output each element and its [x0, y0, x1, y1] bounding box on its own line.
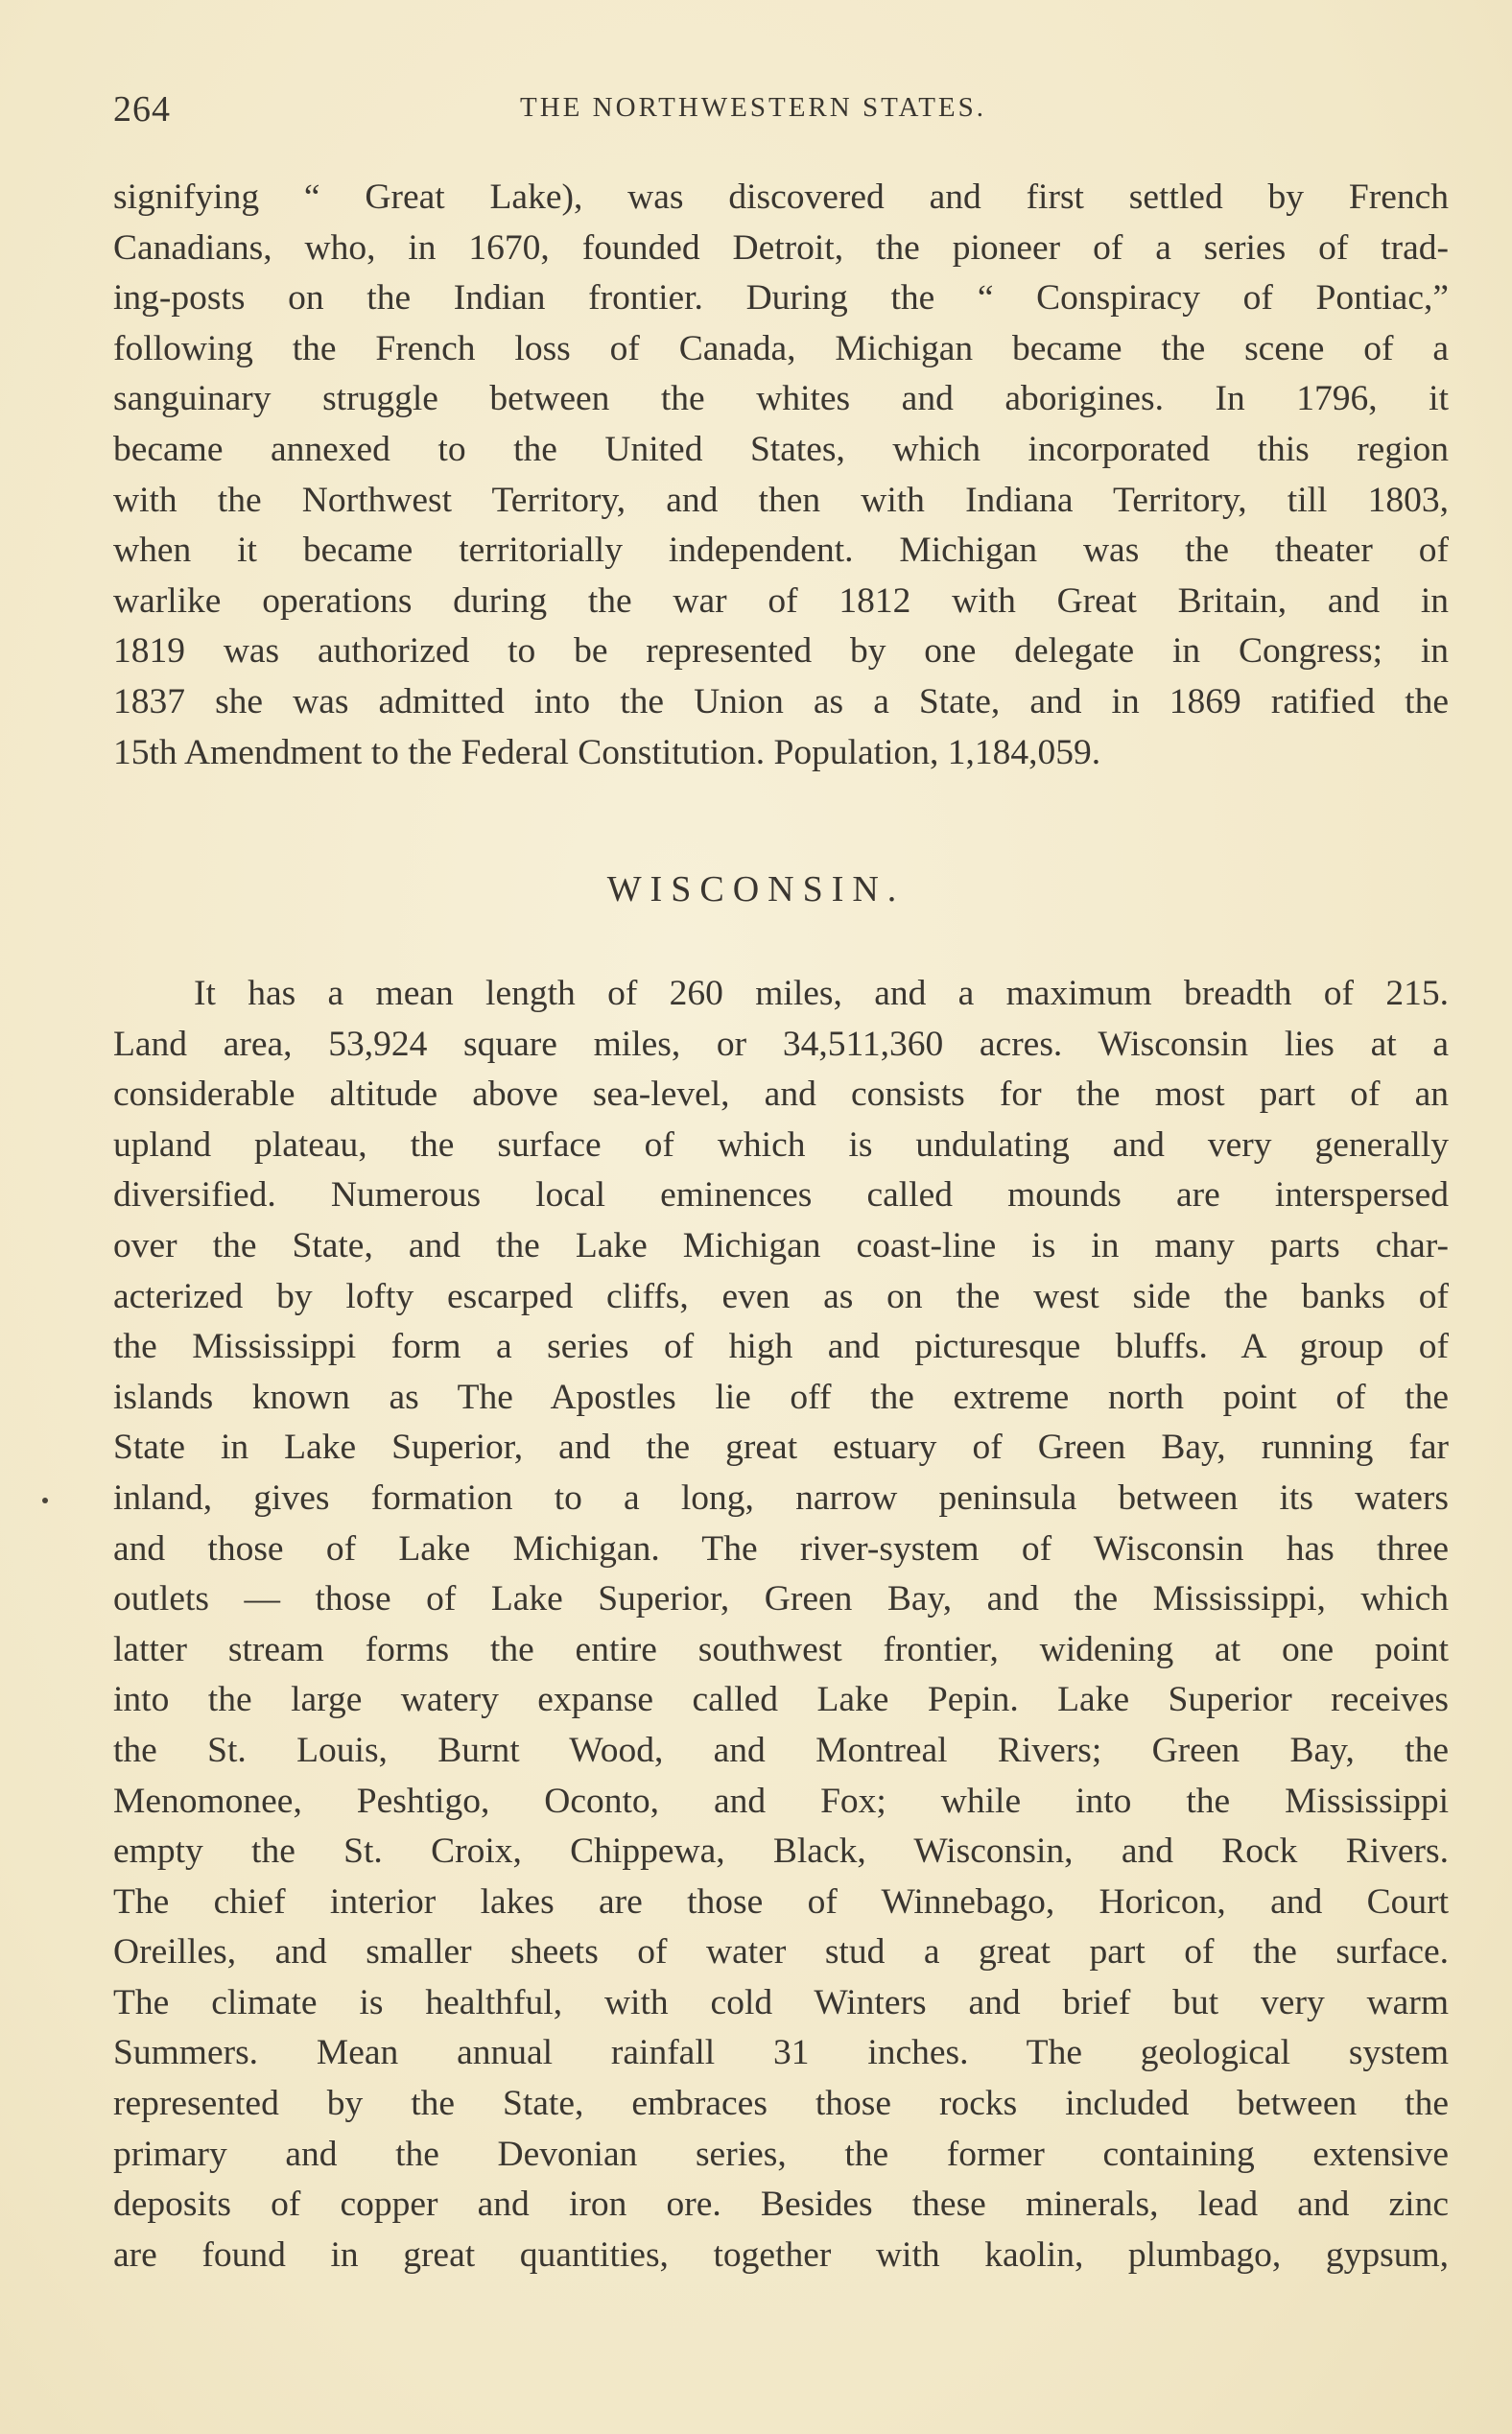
text-line: the Mississippi form a series of high and picturesque bluffs. A group of — [113, 1327, 1449, 1367]
text-line: The climate is healthful, with cold Winters and brief but very warm — [113, 1982, 1449, 2022]
section-heading: WISCONSIN. — [606, 869, 906, 910]
text-line: Canadians, who, in 1670, founded Detroit, the pioneer of a series of trad- — [113, 227, 1449, 268]
margin-ink-mark — [42, 1498, 48, 1503]
text-line: Summers. Mean annual rainfall 31 inches. The geological system — [113, 2033, 1449, 2073]
text-line: into the large watery expanse called Lake Pepin. Lake Superior receives — [113, 1680, 1449, 1720]
text-line: considerable altitude above sea-level, and consists for the most part of an — [113, 1075, 1449, 1115]
text-line: It has a mean length of 260 miles, and a maximum breadth of 215. — [194, 974, 1449, 1013]
text-line: upland plateau, the surface of which is undulating and very generally — [113, 1124, 1449, 1165]
text-line: over the State, and the Lake Michigan coast-line is in many parts char- — [113, 1225, 1449, 1265]
text-line: primary and the Devonian series, the former containing extensive — [113, 2134, 1449, 2174]
text-line: Land area, 53,924 square miles, or 34,511,360 acres. Wisconsin lies at a — [113, 1024, 1449, 1064]
text-line: 1819 was authorized to be represented by one delegate in Congress; in — [113, 631, 1449, 672]
running-head — [113, 88, 1449, 136]
section-paragraph — [113, 969, 1449, 2280]
text-line: with the Northwest Territory, and then with Indiana Territory, till 1803, — [113, 480, 1449, 520]
text-line: deposits of copper and iron ore. Besides these minerals, lead and zinc — [113, 2185, 1449, 2225]
running-title: THE NORTHWESTERN STATES. — [520, 92, 987, 123]
text-line: warlike operations during the war of 1812 with Great Britain, and in — [113, 580, 1449, 621]
text-line: and those of Lake Michigan. The river-system of Wisconsin has three — [113, 1528, 1449, 1569]
text-line: represented by the State, embraces those rocks included between the — [113, 2084, 1449, 2124]
text-line: acterized by lofty escarped cliffs, even as on the west side the banks of — [113, 1276, 1449, 1316]
text-line: diversified. Numerous local eminences called mounds are interspersed — [113, 1175, 1449, 1216]
text-line: latter stream forms the entire southwest frontier, widening at one point — [113, 1629, 1449, 1669]
text-line: following the French loss of Canada, Michigan became the scene of a — [113, 328, 1449, 368]
text-line: the St. Louis, Burnt Wood, and Montreal Rivers; Green Bay, the — [113, 1730, 1449, 1770]
text-line: Menomonee, Peshtigo, Oconto, and Fox; while into the Mississippi — [113, 1781, 1449, 1821]
text-line: inland, gives formation to a long, narrow peninsula between its waters — [113, 1477, 1449, 1518]
page-number: 264 — [113, 89, 171, 130]
text-line: ing-posts on the Indian frontier. During the “ Conspiracy of Pontiac,” — [113, 278, 1449, 319]
text-line: outlets — those of Lake Superior, Green Bay, and the Mississippi, which — [113, 1579, 1449, 1619]
text-line: empty the St. Croix, Chippewa, Black, Wisconsin, and Rock Rivers. — [113, 1831, 1449, 1872]
continuation-paragraph — [113, 173, 1449, 778]
text-line: 1837 she was admitted into the Union as a State, and in 1869 ratified the — [113, 681, 1449, 721]
text-line: 15th Amendment to the Federal Constitution. Population, 1,184,059. — [113, 732, 1101, 772]
text-line: signifying “ Great Lake), was discovered and first settled by French — [113, 177, 1449, 217]
text-line: sanguinary struggle between the whites and aborigines. In 1796, it — [113, 379, 1449, 419]
text-line: Oreilles, and smaller sheets of water stud a great part of the surface. — [113, 1932, 1449, 1973]
text-line: became annexed to the United States, which incorporated this region — [113, 429, 1449, 469]
text-line: islands known as The Apostles lie off the extreme north point of the — [113, 1377, 1449, 1417]
text-line: State in Lake Superior, and the great estuary of Green Bay, running far — [113, 1428, 1449, 1468]
text-line: The chief interior lakes are those of Winnebago, Horicon, and Court — [113, 1881, 1449, 1922]
text-line: are found in great quantities, together with kaolin, plumbago, gypsum, — [113, 2234, 1449, 2275]
text-line: when it became territorially independent. Michigan was the theater of — [113, 531, 1449, 571]
